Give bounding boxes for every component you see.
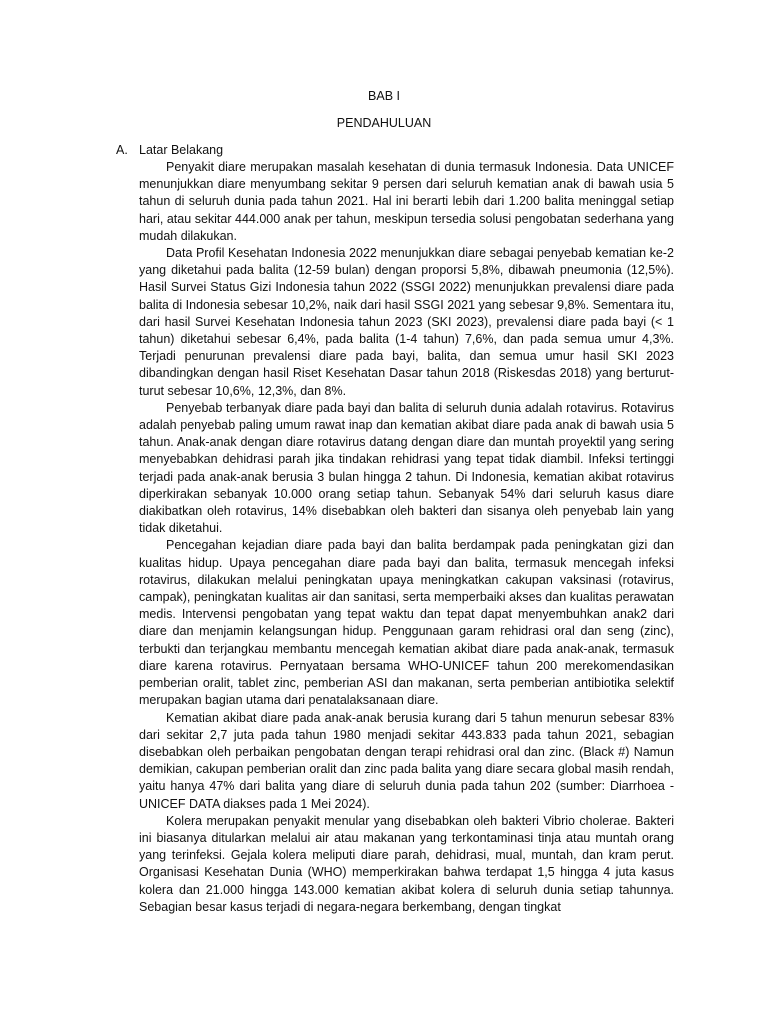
paragraph: Penyakit diare merupakan masalah kesehatan di dunia termasuk Indonesia. Data UNICEF menunjukkan diare menyumbang sekitar 9 persen dari seluruh kematian anak di bawah usia 5 tahun di seluruh dunia pada tahun 2021. Hal ini berarti lebih dari 1.200 balita meninggal setiap hari, atau sekitar 444.000 anak per tahun, meskipun tersedia solusi pengobatan sederhana yang mudah dilakukan.	[139, 160, 674, 243]
section-heading	[116, 142, 223, 159]
chapter-heading: BAB I	[368, 89, 400, 103]
paragraph: Penyebab terbanyak diare pada bayi dan balita di seluruh dunia adalah rotavirus. Rotavirus adalah penyebab paling umum rawat inap dan kematian akibat diare pada anak di bawah usia 5 tahun. Anak-anak dengan diare rotavirus datang dengan diare dan muntah proyektil yang sering menyebabkan dehidrasi parah jika tindakan rehidrasi yang tepat tidak diambil. Infeksi tertinggi terjadi pada anak-anak berusia 3 bulan hingga 2 tahun. Di Indonesia, kematian akibat rotavirus diperkirakan sebanyak 10.000 orang setiap tahun. Sebanyak 54% dari seluruh kasus diare diakibatkan oleh rotavirus, 14% disebabkan oleh bakteri dan sisanya oleh penyebab lain yang tidak diketahui.	[139, 400, 674, 536]
paragraph: Data Profil Kesehatan Indonesia 2022 menunjukkan diare sebagai penyebab kematian ke-2 yang diketahui pada balita (12-59 bulan) dengan proporsi 5,8%, dibawah pneumonia (12,5%). Hasil Survei Status Gizi Indonesia tahun 2022 (SSGI 2022) menunjukkan prevalensi diare pada balita di Indonesia sebesar 10,2%, naik dari hasil SSGI 2021 yang sebesar 9,8%. Sementara itu, dari hasil Survei Kesehatan Indonesia tahun 2023 (SKI 2023), prevalensi diare pada bayi (< 1 tahun) diketahui sebesar 6,4%, pada balita (1-4 tahun) 7,6%, dan pada semua umur 4,3%. Terjadi penurunan prevalensi diare pada bayi, balita, dan semua umur hasil SKI 2023 dibandingkan dengan hasil Riset Kesehatan Dasar tahun 2018 (Riskesdas 2018) yang berturut-turut sebesar 10,6%, 12,3%, dan 8%.	[139, 246, 674, 398]
paragraph: Kematian akibat diare pada anak-anak berusia kurang dari 5 tahun menurun sebesar 83% dari sekitar 2,7 juta pada tahun 1980 menjadi sekitar 443.833 pada tahun 2021, sebagian disebabkan oleh perbaikan pengobatan dengan terapi rehidrasi oral dan zinc. (Black #) Namun demikian, cakupan pemberian oralit dan zinc pada balita yang diare secara global masih rendah, yaitu hanya 47% dari balita yang diare di seluruh dunia pada tahun 202 (sumber: Diarrhoea - UNICEF DATA diakses pada 1 Mei 2024).	[139, 710, 674, 811]
chapter-title: PENDAHULUAN	[336, 116, 432, 130]
paragraph: Kolera merupakan penyakit menular yang disebabkan oleh bakteri Vibrio cholerae. Bakteri ini biasanya ditularkan melalui air atau makanan yang terkontaminasi tinja atau muntah orang yang terinfeksi. Gejala kolera meliputi diare parah, dehidrasi, mual, muntah, dan kram perut. Organisasi Kesehatan Dunia (WHO) memperkirakan bahwa terdapat 1,5 hingga 4 juta kasus kolera dan 21.000 hingga 143.000 kematian akibat kolera di seluruh dunia setiap tahunnya. Sebagian besar kasus terjadi di negara-negara berkembang, dengan tingkat	[139, 813, 674, 914]
section-title: Latar Belakang	[139, 143, 224, 157]
body-text	[139, 159, 674, 916]
section-letter: A.	[116, 143, 128, 157]
paragraph: Pencegahan kejadian diare pada bayi dan balita berdampak pada peningkatan gizi dan kualitas hidup. Upaya pencegahan diare pada bayi dan balita, termasuk mencegah infeksi rotavirus, dilakukan melalui peningkatan upaya meningkatkan cakupan vaksinasi (rotavirus, campak), peningkatan kualitas air dan sanitasi, serta memperbaiki akses dan kualitas perawatan medis. Intervensi pengobatan yang tepat waktu dan tepat dapat menyembuhkan anak2 dari diare dan menjamin kelangsungan hidup. Penggunaan garam rehidrasi oral dan seng (zinc), terbukti dan terjangkau membantu mencegah kematian akibat diare pada anak-anak, termasuk diare karena rotavirus. Pernyataan bersama WHO-UNICEF tahun 200 merekomendasikan pemberian oralit, tablet zinc, pemberian ASI dan makanan, serta pemberian antibiotika selektif merupakan bagian utama dari penatalaksanaan diare.	[139, 538, 674, 708]
